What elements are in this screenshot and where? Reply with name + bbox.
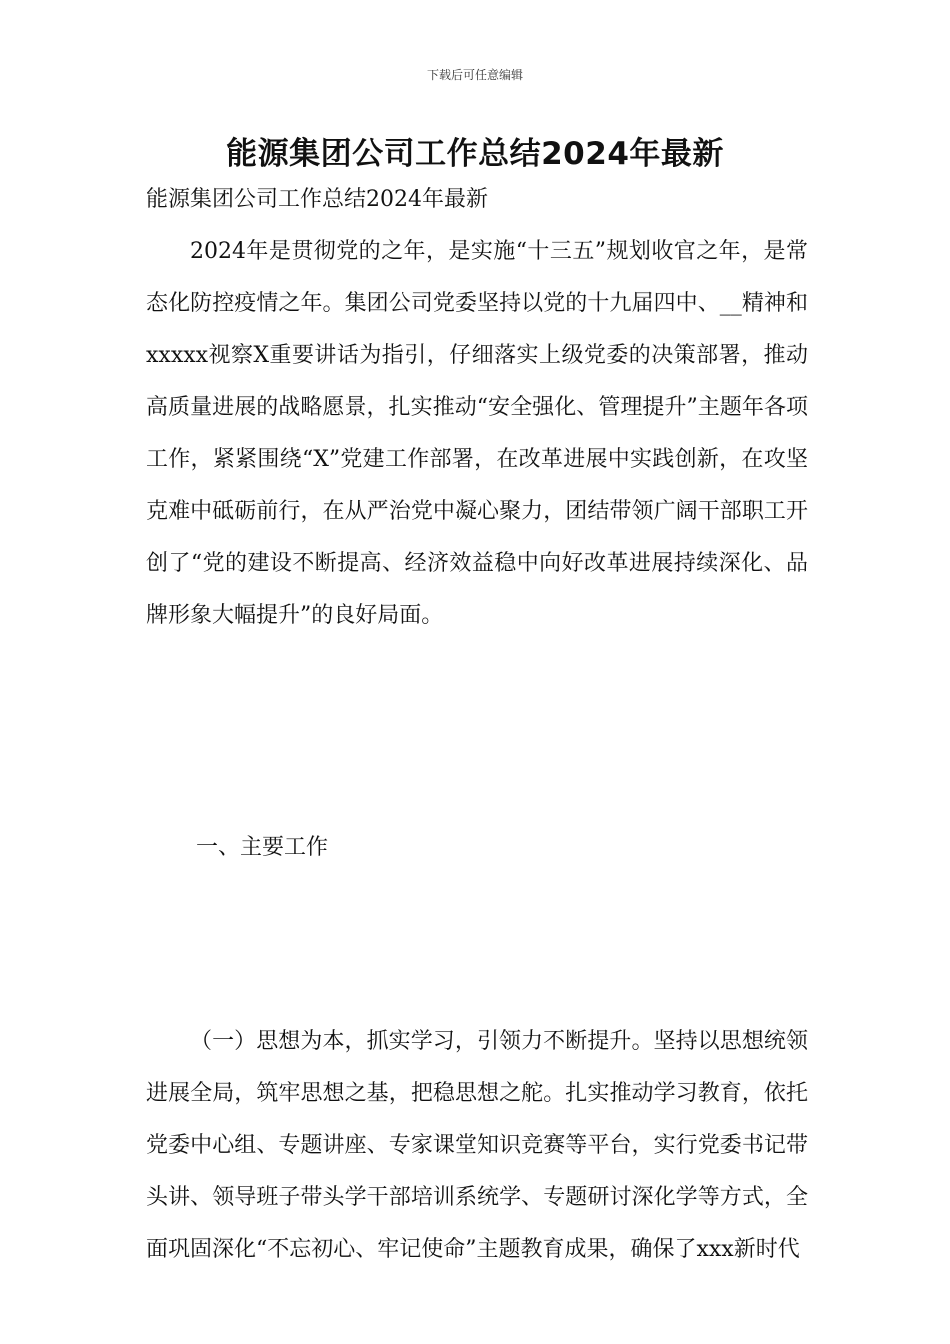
document-title: 能源集团公司工作总结2024年最新	[226, 136, 724, 172]
body-paragraph-thought: （一）思想为本，抓实学习，引领力不断提升。坚持以思想统领进展全局，筑牢思想之基，把稳思想之舵。扎实推动学习教育，依托党委中心组、专题讲座、专家课堂知识竞赛等平台，实行党委书记带头讲、领导班子带头学干部培训系统学、专题研讨深化学等方式，全面巩固深化“不忘初心、牢记使命”主题教育成果，确保了xxx新时代	[146, 1029, 808, 1262]
header-note: 下载后可任意编辑	[426, 68, 523, 82]
section-heading-main-work: 一、主要工作	[196, 835, 329, 860]
intro-paragraph: 2024年是贯彻党的之年，是实施“十三五”规划收官之年，是常态化防控疫情之年。集团公司党委坚持以党的十九届四中、__精神和xxxxx视察X重要讲话为指引，仔细落实上级党委的决策部署，推动高质量进展的战略愿景，扎实推动“安全强化、管理提升”主题年各项工作，紧紧围绕“X”党建工作部署，在改革进展中实践创新，在攻坚克难中砥砺前行，在从严治党中凝心聚力，团结带领广阔干部职工开创了“党的建设不断提高、经济效益稳中向好改革进展持续深化、品牌形象大幅提升”的良好局面。	[146, 239, 808, 628]
document-subtitle: 能源集团公司工作总结2024年最新	[146, 187, 488, 212]
